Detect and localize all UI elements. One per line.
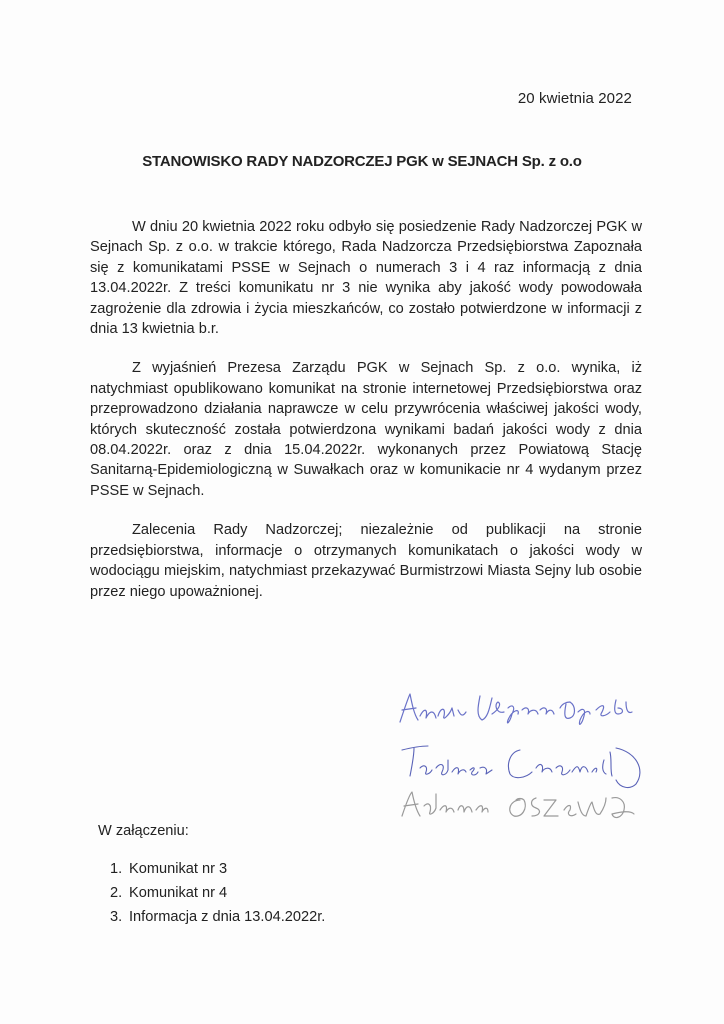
attachments-heading: W załączeniu: <box>98 823 189 839</box>
attachment-item <box>110 905 498 929</box>
signatures-block <box>380 680 680 840</box>
attachment-label: Komunikat nr 4 <box>129 885 228 901</box>
attachments-section <box>98 823 498 929</box>
handwritten-signatures <box>380 680 680 840</box>
document-title: STANOWISKO RADY NADZORCZEJ PGK w SEJNACH Sp. z o.o <box>142 153 582 170</box>
attachment-item <box>110 881 498 905</box>
attachment-number: 2. <box>110 885 123 901</box>
paragraph-1: W dniu 20 kwietnia 2022 roku odbyło się posiedzenie Rady Nadzorczej PGK w Sejnach Sp. z o.o. w trakcie którego, Rada Nadzorcza Przedsiębiorstwa Zapoznała się z komunikatami PSSE w Sejnach o numerach 3 i 4 raz informacją z dnia 13.04.2022r. Z treści komunikatu nr 3 nie wynika aby jakość wody powodowała zagrożenie dla zdrowia i życia mieszkańców, co zostało potwierdzone w informacji z dnia 13 kwietnia b.r. <box>90 219 642 338</box>
paragraph-2: Z wyjaśnień Prezesa Zarządu PGK w Sejnach Sp. z o.o. wynika, iż natychmiast opublikowano komunikat na stronie internetowej Przedsiębiorstwa oraz przeprowadzono działania naprawcze w celu przywrócenia właściwej jakości wody, których skuteczność została potwierdzona wynikami badań jakości wody z dnia 08.04.2022r. oraz z dnia 15.04.2022r. wykonanych przez Powiatową Stację Sanitarną-Epidemiologiczną w Suwałkach oraz w komunikacie nr 4 wydanym przez PSSE w Sejnach. <box>90 360 642 499</box>
signature-3 <box>402 792 634 817</box>
document-date: 20 kwietnia 2022 <box>517 90 632 107</box>
signature-2 <box>402 746 640 787</box>
signature-1 <box>400 694 632 724</box>
attachment-label: Komunikat nr 3 <box>129 861 228 877</box>
attachment-item <box>110 857 498 881</box>
attachments-list <box>98 857 498 929</box>
attachment-number: 1. <box>110 861 123 877</box>
document-body <box>90 217 642 621</box>
attachment-label: Informacja z dnia 13.04.2022r. <box>129 909 326 925</box>
paragraph-3: Zalecenia Rady Nadzorczej; niezależnie od publikacji na stronie przedsiębiorstwa, informacje o otrzymanych komunikatach o jakości wody w wodociągu miejskim, natychmiast przekazywać Burmistrzowi Miasta Sejny lub osobie przez niego upoważnionej. <box>90 522 642 600</box>
attachment-number: 3. <box>110 909 123 925</box>
